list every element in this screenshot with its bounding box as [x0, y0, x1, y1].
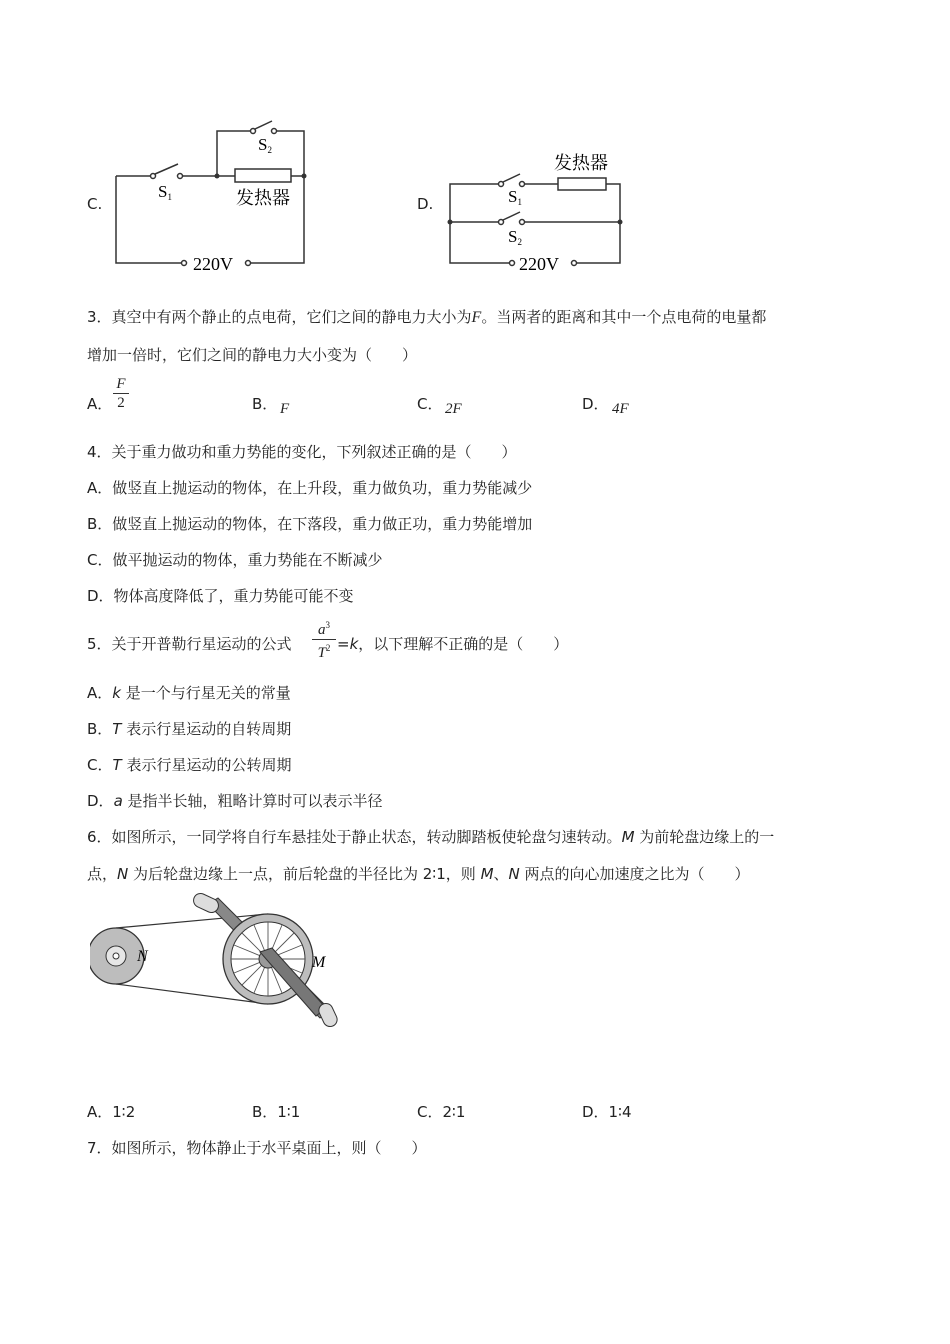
- q3-stem-line1: 3．真空中有两个静止的点电荷，它们之间的静电力大小为F。当两者的距离和其中一个点电荷的电量都: [87, 308, 767, 326]
- figure-label-n: N: [137, 948, 148, 965]
- q5-option-d[interactable]: D．a 是指半长轴，粗略计算时可以表示半径: [87, 792, 383, 810]
- q3-option-a-fraction: $\frac{F}{2}$: [113, 375, 129, 412]
- heater-label: 发热器: [236, 188, 290, 208]
- s1-label-d: S1: [508, 187, 522, 207]
- q5-option-a[interactable]: A．k 是一个与行星无关的常量: [87, 684, 291, 702]
- q6-option-c[interactable]: C．2∶1: [417, 1103, 466, 1121]
- q3-option-c-value: 2F: [445, 401, 462, 417]
- q3-option-d[interactable]: D．: [582, 395, 609, 413]
- circuit-diagram-c: [110, 118, 310, 278]
- q7-stem: 7．如图所示，物体静止于水平桌面上，则（ ）: [87, 1139, 427, 1157]
- s1-label: S1: [158, 182, 172, 202]
- circuit-diagram-d: [440, 148, 630, 278]
- q4-option-d[interactable]: D．物体高度降低了，重力势能可能不变: [87, 587, 354, 605]
- q5-stem-pre: 5．关于开普勒行星运动的公式: [87, 635, 292, 653]
- figure-label-m: M: [312, 954, 326, 971]
- voltage-label-d: 220V: [519, 254, 559, 274]
- q4-option-a[interactable]: A．做竖直上抛运动的物体，在上升段，重力做负功，重力势能减少: [87, 479, 533, 497]
- q6-option-d[interactable]: D．1∶4: [582, 1103, 632, 1121]
- q6-stem-line2: 点，N 为后轮盘边缘上一点，前后轮盘的半径比为 2∶1，则 M、N 两点的向心加速度之比为（ ）: [87, 865, 750, 883]
- q5-option-c[interactable]: C．T 表示行星运动的公转周期: [87, 756, 292, 774]
- q6-option-a[interactable]: A．1∶2: [87, 1103, 136, 1121]
- s2-label: S2: [258, 135, 272, 155]
- q3-option-a[interactable]: A．: [87, 395, 113, 413]
- q3-option-c[interactable]: C．: [417, 395, 443, 413]
- q3-stem-line2: 增加一倍时，它们之间的静电力大小变为（ ）: [87, 346, 418, 364]
- s2-label-d: S2: [508, 227, 522, 247]
- q3-option-d-value: 4F: [612, 401, 629, 417]
- bicycle-figure: [90, 892, 350, 1042]
- kepler-formula: $\frac{a^3}{T^2}$: [312, 617, 336, 662]
- option-c-label: C.: [87, 195, 103, 213]
- q3-option-b-value: F: [280, 401, 290, 417]
- voltage-label: 220V: [193, 254, 233, 274]
- q5-option-b[interactable]: B．T 表示行星运动的自转周期: [87, 720, 292, 738]
- q6-option-b[interactable]: B．1∶1: [252, 1103, 301, 1121]
- q4-option-b[interactable]: B．做竖直上抛运动的物体，在下落段，重力做正功，重力势能增加: [87, 515, 533, 533]
- q6-stem-line1: 6．如图所示，一同学将自行车悬挂处于静止状态，转动脚踏板使轮盘匀速转动。M 为前轮盘边缘上的一: [87, 828, 775, 846]
- heater-label-d: 发热器: [554, 153, 608, 173]
- q5-stem-post: =k，以下理解不正确的是（ ）: [337, 635, 569, 653]
- option-d-label: D.: [417, 195, 434, 213]
- q4-stem: 4．关于重力做功和重力势能的变化，下列叙述正确的是（ ）: [87, 443, 517, 461]
- q4-option-c[interactable]: C．做平抛运动的物体，重力势能在不断减少: [87, 551, 383, 569]
- q3-option-b[interactable]: B．: [252, 395, 278, 413]
